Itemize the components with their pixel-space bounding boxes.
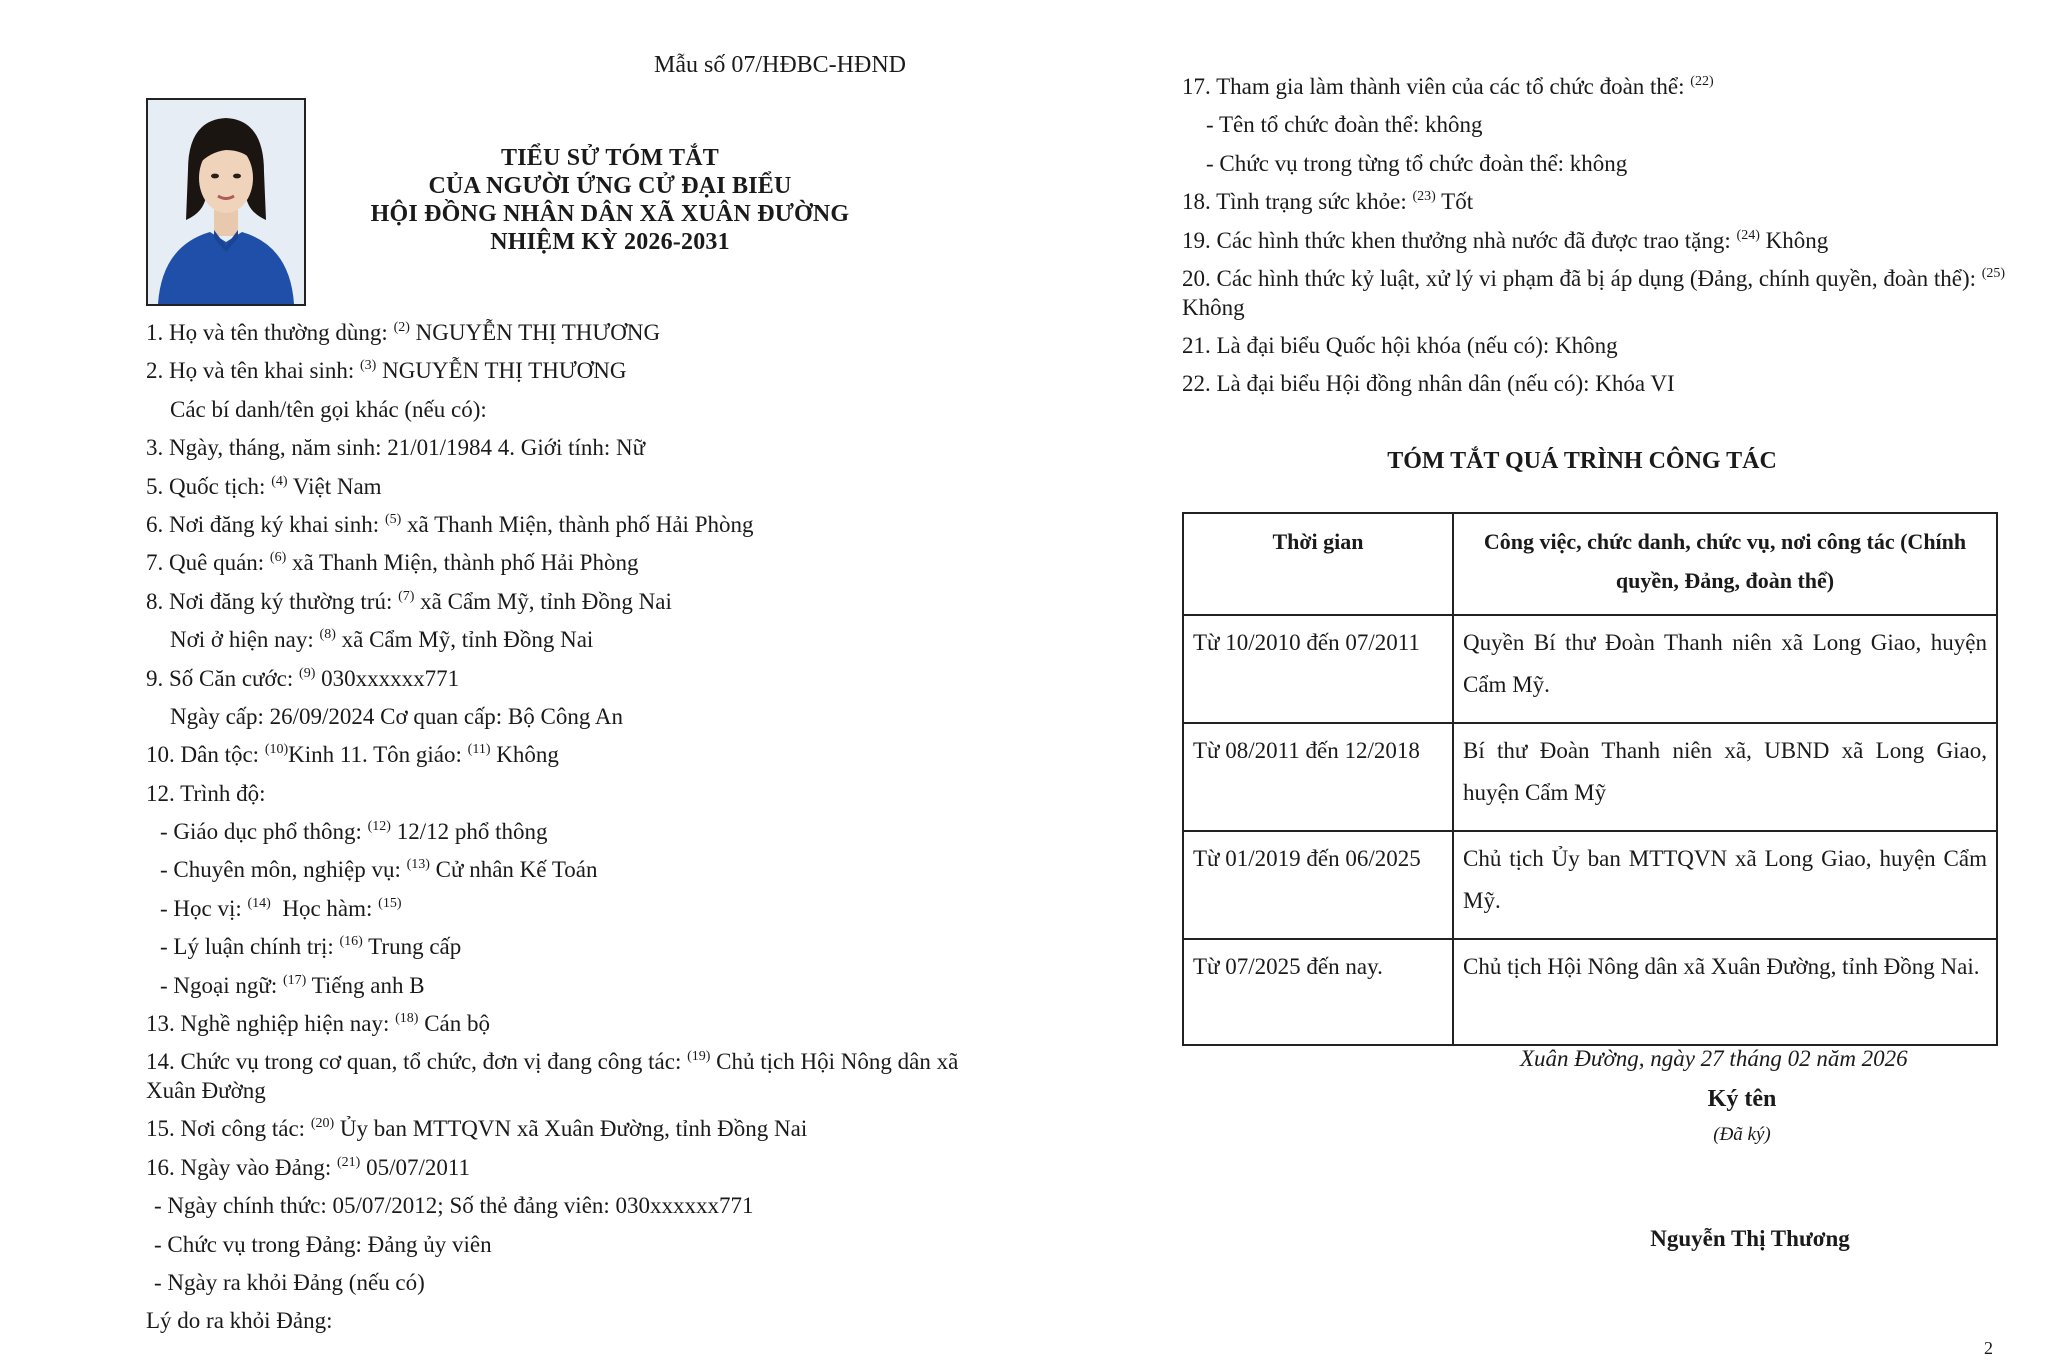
field-birth-name: [146, 356, 976, 394]
left-column: [146, 318, 976, 1345]
field-label: 16. Ngày vào Đảng:: [146, 1154, 337, 1180]
footnote-ref: (22): [1690, 74, 1714, 89]
field-organization-name: - Tên tổ chức đoàn thể: không: [1206, 112, 1483, 138]
field-value: xã Thanh Miện, thành phố Hải Phòng: [401, 511, 754, 537]
field-value: NGUYỄN THỊ THƯƠNG: [376, 358, 627, 384]
cell-time: Từ 10/2010 đến 07/2011: [1183, 615, 1453, 723]
footnote-ref: (17): [282, 972, 307, 988]
document-title: [330, 144, 890, 256]
cell-time: Từ 08/2011 đến 12/2018: [1183, 723, 1453, 831]
signer-name: Nguyễn Thị Thương: [1650, 1226, 1850, 1251]
field-value: Không: [1759, 227, 1829, 253]
field-degree: [146, 894, 976, 932]
footnote-ref: (13): [406, 857, 430, 873]
field-foreign-language: [146, 971, 976, 1009]
footnote-ref: (11): [467, 742, 491, 758]
field-label: - Lý luận chính trị:: [160, 934, 340, 960]
field-value: Chủ tịch Hội Nông dân xã Xuân Đường: [146, 1049, 959, 1104]
field-label: 18. Tình trạng sức khỏe:: [1182, 189, 1413, 215]
footnote-ref: (21): [337, 1154, 361, 1170]
cell-description: Chủ tịch Ủy ban MTTQVN xã Long Giao, huyện Cẩm Mỹ.: [1453, 831, 1997, 939]
footnote-ref: (2): [393, 320, 410, 335]
field-party-official: - Ngày chính thức: 05/07/2012; Số thẻ đảng viên: 030xxxxxx771: [154, 1193, 754, 1219]
title-line-2: CỦA NGƯỜI ỨNG CỬ ĐẠI BIỂU: [428, 173, 792, 199]
field-hometown: [146, 548, 976, 586]
field-value: Không: [490, 742, 559, 768]
footnote-ref: (9): [299, 665, 316, 681]
work-history-table: [1182, 512, 1998, 1046]
footnote-ref: (4): [271, 473, 288, 489]
footnote-ref: (18): [395, 1011, 419, 1027]
field-label: - Chuyên môn, nghiệp vụ:: [160, 857, 407, 883]
field-party-leave-date: - Ngày ra khỏi Đảng (nếu có): [154, 1269, 425, 1295]
field-label: - Học vị:: [160, 895, 248, 921]
field-party-join-date: [146, 1153, 976, 1191]
field-party-position: - Chức vụ trong Đảng: Đảng ủy viên: [154, 1231, 492, 1257]
field-label: 5. Quốc tịch:: [146, 473, 272, 499]
field-label: 9. Số Căn cước:: [146, 665, 300, 691]
field-occupation: [146, 1009, 976, 1047]
form-number: Mẫu số 07/HĐBC-HĐND: [654, 52, 906, 78]
field-value: xã Thanh Miện, thành phố Hải Phòng: [286, 550, 639, 576]
field-value: Tốt: [1435, 189, 1474, 215]
field-ethnicity-religion: [146, 740, 976, 778]
footnote-ref: (7): [398, 588, 415, 604]
portrait-image: [148, 100, 304, 304]
field-value: 05/07/2011: [360, 1154, 471, 1180]
field-birth-registration: [146, 510, 976, 548]
table-row: [1183, 939, 1997, 1045]
right-column: [1182, 72, 2012, 408]
field-value: Tiếng anh B: [306, 972, 425, 998]
field-label: 14. Chức vụ trong cơ quan, tổ chức, đơn vị đang công tác:: [146, 1049, 688, 1075]
field-awards: [1182, 226, 2012, 264]
page-number: 2: [1984, 1338, 1993, 1358]
cell-time: Từ 01/2019 đến 06/2025: [1183, 831, 1453, 939]
table-row: [1183, 723, 1997, 831]
field-position: [146, 1047, 966, 1105]
portrait-photo: [146, 98, 306, 306]
field-workplace: [146, 1114, 976, 1152]
field-value: Trung cấp: [362, 934, 462, 960]
footnote-ref: (8): [319, 627, 336, 643]
footnote-ref: (10): [264, 742, 289, 758]
field-value: Kinh 11. Tôn giáo:: [288, 742, 468, 768]
field-health: [1182, 187, 2012, 225]
cell-description: Quyền Bí thư Đoàn Thanh niên xã Long Giao, huyện Cẩm Mỹ.: [1453, 615, 1997, 723]
field-nationality: [146, 472, 976, 510]
field-education-heading: 12. Trình độ:: [146, 780, 266, 806]
field-value: 12/12 phổ thông: [390, 819, 548, 845]
field-permanent-residence: [146, 587, 976, 625]
field-label: 6. Nơi đăng ký khai sinh:: [146, 511, 385, 537]
field-value: Cử nhân Kế Toán: [429, 857, 598, 883]
field-value: xã Cẩm Mỹ, tỉnh Đồng Nai: [335, 627, 594, 653]
field-value: Không: [1182, 294, 1245, 320]
field-label: 8. Nơi đăng ký thường trú:: [146, 588, 399, 614]
signature-label: Ký tên: [1707, 1086, 1777, 1112]
work-history-title: TÓM TẮT QUÁ TRÌNH CÔNG TÁC: [1387, 448, 1777, 474]
footnote-ref: (5): [384, 511, 402, 527]
field-organization-position: - Chức vụ trong từng tổ chức đoàn thể: không: [1206, 150, 1628, 176]
footnote-ref: (6): [269, 550, 287, 566]
signature-note: (Đã ký): [1713, 1124, 1771, 1145]
column-header-description: Công việc, chức danh, chức vụ, nơi công tác (Chính quyền, Đảng, đoàn thể): [1453, 513, 1997, 615]
field-value: Ủy ban MTTQVN xã Xuân Đường, tỉnh Đồng Nai: [334, 1116, 808, 1142]
title-line-1: TIỂU SỬ TÓM TẮT: [501, 145, 719, 171]
cell-description: Chủ tịch Hội Nông dân xã Xuân Đường, tỉnh Đồng Nai.: [1453, 939, 1997, 1045]
table-row: [1183, 831, 1997, 939]
footnote-ref: (12): [367, 819, 391, 835]
footnote-ref: (24): [1736, 227, 1760, 243]
cell-description: Bí thư Đoàn Thanh niên xã, UBND xã Long Giao, huyện Cẩm Mỹ: [1453, 723, 1997, 831]
field-common-name: [146, 318, 976, 356]
field-value: Cán bộ: [418, 1011, 491, 1037]
field-label: 13. Nghề nghiệp hiện nay:: [146, 1011, 396, 1037]
field-label: 2. Họ và tên khai sinh:: [146, 358, 360, 384]
field-value: 030xxxxxx771: [315, 665, 460, 691]
footnote-ref: (23): [1412, 189, 1436, 205]
field-value: NGUYỄN THỊ THƯƠNG: [409, 320, 661, 345]
footnote-ref: (19): [687, 1049, 711, 1065]
field-label: 15. Nơi công tác:: [146, 1116, 311, 1142]
footnote-ref: (20): [310, 1116, 335, 1132]
table-header-row: [1183, 513, 1997, 615]
footnote-ref: (14): [247, 895, 271, 911]
field-label: Nơi ở hiện nay:: [170, 627, 320, 653]
title-line-3: HỘI ĐỒNG NHÂN DÂN XÃ XUÂN ĐƯỜNG: [370, 201, 850, 227]
field-professional: [146, 855, 976, 893]
field-label: Học hàm:: [270, 895, 379, 921]
field-value: Việt Nam: [287, 473, 382, 499]
field-organizations: [1182, 72, 2012, 110]
column-header-time: Thời gian: [1183, 513, 1453, 615]
field-party-leave-reason: Lý do ra khỏi Đảng:: [146, 1308, 333, 1334]
table-row: [1183, 615, 1997, 723]
field-general-education: [146, 817, 976, 855]
field-value: xã Cẩm Mỹ, tỉnh Đồng Nai: [414, 588, 672, 614]
field-label: - Giáo dục phổ thông:: [160, 819, 368, 845]
field-label: 7. Quê quán:: [146, 550, 270, 576]
field-label: 1. Họ và tên thường dùng:: [146, 320, 394, 345]
field-political-theory: [146, 932, 976, 970]
field-label: - Ngoại ngữ:: [160, 972, 283, 998]
footnote-ref: (3): [360, 358, 377, 374]
field-aliases: Các bí danh/tên gọi khác (nếu có):: [170, 396, 487, 422]
field-discipline: [1182, 264, 2012, 322]
footnote-ref: (25): [1981, 265, 2006, 281]
field-label: 10. Dân tộc:: [146, 742, 265, 768]
field-peoples-council: 22. Là đại biểu Hội đồng nhân dân (nếu có): Khóa VI: [1182, 371, 1675, 397]
field-id-issue: Ngày cấp: 26/09/2024 Cơ quan cấp: Bộ Công An: [170, 703, 623, 729]
field-label: 17. Tham gia làm thành viên của các tổ chức đoàn thể:: [1182, 74, 1691, 99]
field-label: 20. Các hình thức kỷ luật, xử lý vi phạm đã bị áp dụng (Đảng, chính quyền, đoàn thể):: [1182, 265, 1982, 291]
field-national-assembly: 21. Là đại biểu Quốc hội khóa (nếu có): Không: [1182, 332, 1618, 358]
footnote-ref: (16): [339, 934, 363, 950]
field-id-number: [146, 664, 976, 702]
field-current-residence: [146, 625, 976, 663]
footnote-ref: (15): [378, 895, 402, 911]
title-line-4: NHIỆM KỲ 2026-2031: [490, 229, 730, 255]
cell-time: Từ 07/2025 đến nay.: [1183, 939, 1453, 1045]
signature-date: Xuân Đường, ngày 27 tháng 02 năm 2026: [1520, 1046, 1908, 1071]
field-birthdate-gender: 3. Ngày, tháng, năm sinh: 21/01/1984 4. Giới tính: Nữ: [146, 435, 646, 461]
field-label: 19. Các hình thức khen thưởng nhà nước đã được trao tặng:: [1182, 227, 1737, 253]
